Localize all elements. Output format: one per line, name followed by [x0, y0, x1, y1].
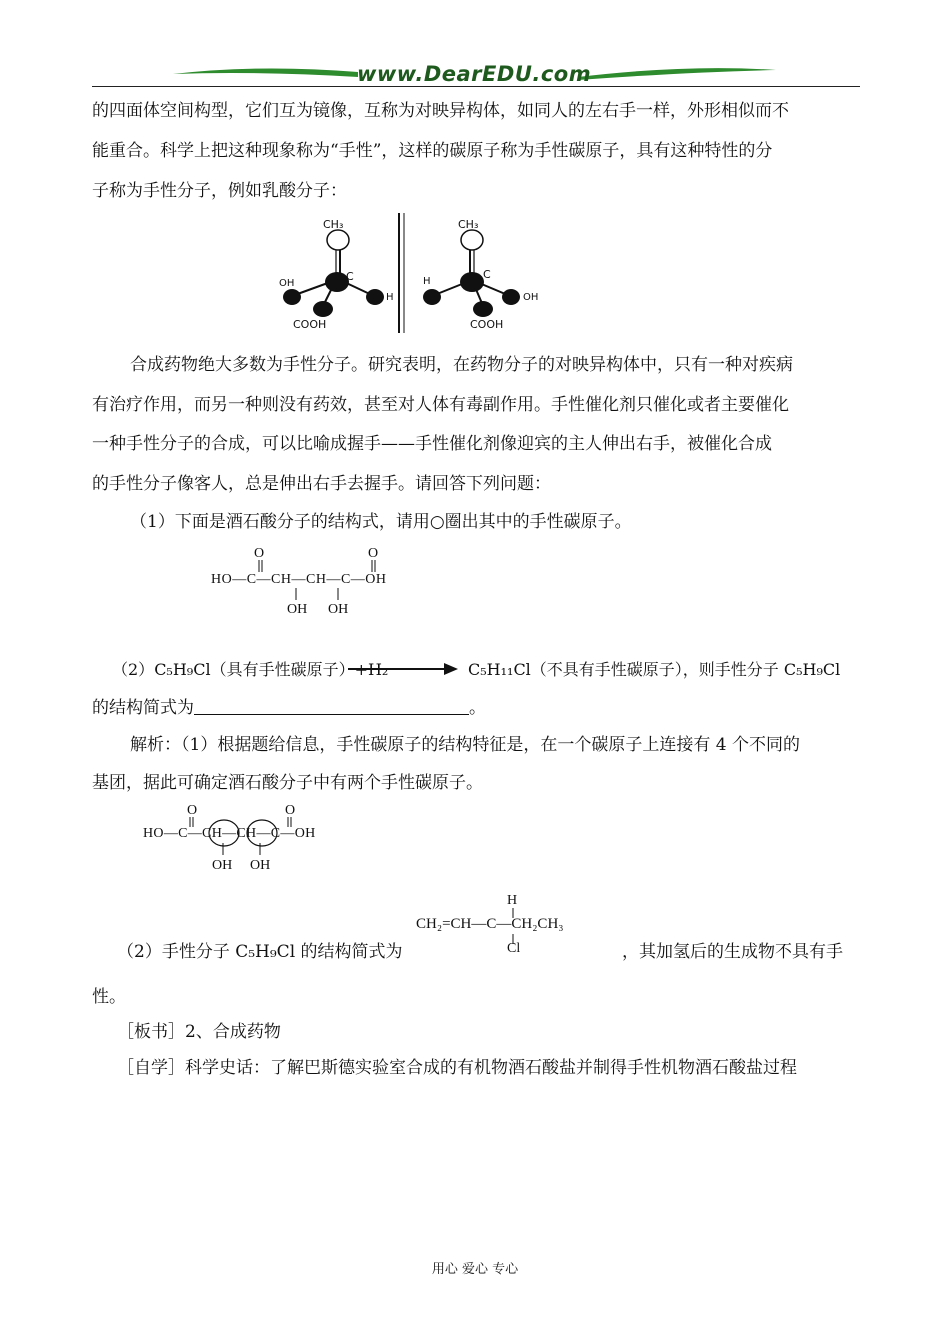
lactic-right-oh: OH — [523, 292, 539, 303]
paragraph-line: 合成药物绝大多数为手性分子。研究表明，在药物分子的对映异构体中，只有一种对疾病 — [130, 355, 793, 375]
tartaric-oh-2: OH — [250, 858, 271, 873]
tartaric-oh-2: OH — [328, 602, 349, 617]
self-study-note: ［自学］科学史话：了解巴斯德实验室合成的有机物酒石酸盐并制得手性机物酒石酸盐过程 — [117, 1058, 797, 1078]
reaction-arrow — [348, 662, 460, 676]
tartaric-o-left: O — [254, 546, 265, 561]
lactic-left-oh: OH — [279, 278, 295, 289]
paragraph-line: 子称为手性分子，例如乳酸分子： — [92, 181, 347, 201]
lactic-left-c: C — [346, 270, 354, 283]
tartaric-o-right: O — [285, 803, 296, 818]
tartaric-chain: HO—C—CH—CH—C—OH — [143, 826, 316, 841]
answer-chain: CH₂=CH—C—CH₂CH₃ — [416, 916, 564, 932]
analysis-line: 解析：（1）根据题给信息，手性碳原子的结构特征是，在一个碳原子上连接有 4 个不同的 — [130, 735, 800, 755]
tartaric-chain: HO—C—CH—CH—C—OH — [211, 572, 387, 587]
header-rule — [92, 86, 860, 87]
lactic-left-h: H — [386, 292, 394, 303]
answer-2-line-2: 性。 — [92, 987, 126, 1007]
answer-2-text: （2）手性分子 C₅H₉Cl 的结构简式为 — [117, 942, 403, 962]
question-2-reactants: C₅H₉Cl（具有手性碳原子）+H₂ — [154, 660, 389, 679]
lactic-right-h: H — [423, 276, 431, 287]
paragraph-line: 一种手性分子的合成，可以比喻成握手——手性催化剂像迎宾的主人伸出右手，被催化合成 — [92, 434, 772, 454]
tartaric-oh-1: OH — [212, 858, 233, 873]
answer-cl: Cl — [507, 941, 521, 956]
page-footer: 用心 爱心 专心 — [431, 1262, 519, 1277]
logo-text: www.DearEDU.com — [357, 62, 592, 86]
paragraph-line: 能重合。科学上把这种现象称为“手性”，这样的碳原子称为手性碳原子，具有这种特性的分 — [92, 141, 773, 161]
lactic-left-ch3: CH₃ — [323, 218, 344, 231]
lactic-right-molecule — [423, 230, 520, 317]
lactic-right-cooh: COOH — [470, 318, 504, 331]
lactic-left-cooh: COOH — [293, 318, 327, 331]
lactic-right-c: C — [483, 268, 491, 281]
question-2-line-1 — [112, 658, 388, 682]
lactic-left-molecule — [283, 230, 384, 317]
paragraph-line: 的四面体空间构型，它们互为镜像，互称为对映异构体，如同人的左右手一样，外形相似而不 — [92, 101, 789, 121]
question-2-prefix: （2） — [112, 660, 155, 679]
tartaric-oh-1: OH — [287, 602, 308, 617]
paragraph-line: 的手性分子像客人，总是伸出右手去握手。请回答下列问题： — [92, 474, 551, 494]
analysis-line: 基团，据此可确定酒石酸分子中有两个手性碳原子。 — [92, 773, 483, 793]
tartaric-o-right: O — [368, 546, 379, 561]
answer-blank[interactable] — [194, 698, 469, 715]
question-2-line-2: 的结构简式为 。 — [92, 698, 486, 718]
lactic-right-ch3: CH₃ — [458, 218, 479, 231]
answer-h: H — [507, 893, 518, 908]
answer-2-text-end: ，其加氢后的生成物不具有手 — [622, 942, 843, 962]
tartaric-o-left: O — [187, 803, 198, 818]
paragraph-line: 有治疗作用，而另一种则没有药效，甚至对人体有毒副作用。手性催化剂只催化或者主要催化 — [92, 395, 789, 415]
board-note: ［板书］2、合成药物 — [117, 1022, 281, 1042]
question-1: （1）下面是酒石酸分子的结构式，请用○圈出其中的手性碳原子。 — [130, 512, 632, 532]
question-2-products: C₅H₁₁Cl（不具有手性碳原子），则手性分子 C₅H₉Cl — [468, 660, 841, 679]
